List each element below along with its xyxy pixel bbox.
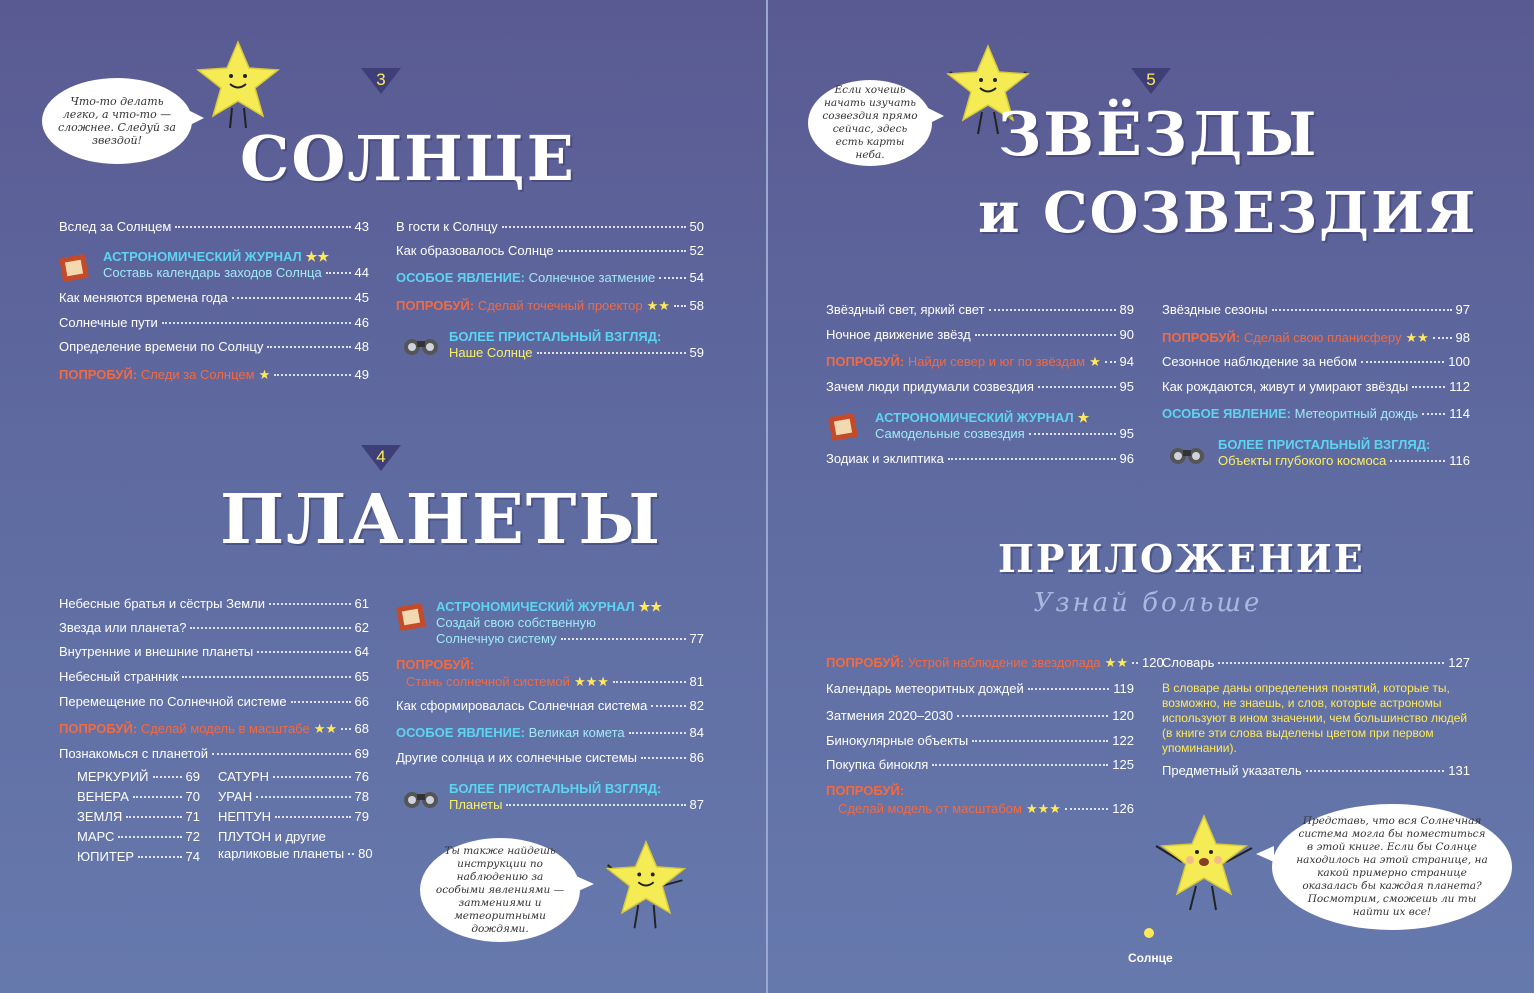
- toc-closer-look-entry[interactable]: БОЛЕЕ ПРИСТАЛЬНЫЙ ВЗГЛЯД:: [1218, 437, 1431, 452]
- planet-entry[interactable]: МАРС 72: [77, 829, 200, 844]
- toc-entry[interactable]: Стань солнечной системой ★★★ 81: [406, 674, 704, 689]
- toc-entry[interactable]: ПОПРОБУЙ: Сделай модель в масштабе ★★ 68: [59, 721, 369, 736]
- toc-entry[interactable]: Как меняются времена года 45: [59, 290, 369, 305]
- toc-journal-entry[interactable]: АСТРОНОМИЧЕСКИЙ ЖУРНАЛ ★★ Создай свою собственную: [436, 599, 662, 630]
- journal-book-icon: [59, 253, 91, 287]
- toc-entry[interactable]: Познакомься с планетой 69: [59, 746, 369, 761]
- toc-journal-entry[interactable]: АСТРОНОМИЧЕСКИЙ ЖУРНАЛ ★: [875, 410, 1090, 425]
- binoculars-icon: [400, 784, 442, 816]
- toc-entry[interactable]: Ночное движение звёзд 90: [826, 327, 1134, 342]
- toc-entry[interactable]: Объекты глубокого космоса 116: [1218, 453, 1470, 468]
- right-page: [768, 0, 1534, 993]
- toc-try-entry[interactable]: ПОПРОБУЙ:: [396, 657, 475, 672]
- footer-sun-label: Солнце: [1128, 951, 1173, 965]
- chapter-title-constellations: и СОЗВЕЗДИЯ: [978, 180, 1478, 246]
- glossary-note: В словаре даны определения понятий, которые ты, возможно, не знаешь, и слов, которые астрономы используют в ином значении, чем большинство людей (в книге эти слова выделены цветом при первом упоминании).: [1162, 681, 1468, 755]
- planet-entry[interactable]: ЗЕМЛЯ 71: [77, 809, 200, 824]
- toc-entry[interactable]: В гости к Солнцу 50: [396, 219, 704, 234]
- chapter-number-5: 5: [1131, 68, 1171, 98]
- toc-entry[interactable]: Как образовалось Солнце 52: [396, 243, 704, 258]
- toc-entry[interactable]: Небесные братья и сёстры Земли 61: [59, 596, 369, 611]
- chapter-number-4: 4: [361, 445, 401, 475]
- toc-entry[interactable]: Бинокулярные объекты 122: [826, 733, 1134, 748]
- toc-entry[interactable]: Звёздные сезоны 97: [1162, 302, 1470, 317]
- journal-book-icon: [828, 412, 860, 446]
- bubble-text: Представь, что вся Солнечная система могла бы поместиться в этой книге. Если бы Солнце находилось на этой странице, на какой примерно странице оказалась бы каждая планета? Посмотрим, сможешь ли ты найти их все!: [1296, 815, 1488, 918]
- toc-entry[interactable]: Вслед за Солнцем 43: [59, 219, 369, 234]
- binoculars-icon: [1166, 440, 1208, 472]
- toc-entry[interactable]: Другие солнца и их солнечные системы 86: [396, 750, 704, 765]
- toc-entry[interactable]: Перемещение по Солнечной системе 66: [59, 694, 369, 709]
- toc-entry[interactable]: ПОПРОБУЙ: Сделай точечный проектор ★★ 58: [396, 298, 704, 313]
- planet-entry[interactable]: МЕРКУРИЙ 69: [77, 769, 200, 784]
- chapter-title-planets: ПЛАНЕТЫ: [220, 480, 663, 560]
- toc-closer-look-entry[interactable]: БОЛЕЕ ПРИСТАЛЬНЫЙ ВЗГЛЯД:: [449, 329, 662, 344]
- toc-entry[interactable]: Затмения 2020–2030 120: [826, 708, 1134, 723]
- star-character-icon: [598, 838, 694, 938]
- chapter-number-3: 3: [361, 68, 401, 98]
- toc-entry[interactable]: Сделай модель от масштабом ★★★ 126: [838, 801, 1134, 816]
- toc-journal-entry[interactable]: [103, 249, 369, 265]
- journal-book-icon: [396, 602, 428, 636]
- toc-entry[interactable]: Звёздный свет, яркий свет 89: [826, 302, 1134, 317]
- appendix-title: ПРИЛОЖЕНИЕ: [998, 536, 1365, 581]
- bubble-text: Если хочешь начать изучать созвездия прямо сейчас, здесь есть карты неба.: [822, 84, 918, 161]
- toc-entry[interactable]: Солнечную систему 77: [436, 631, 704, 646]
- toc-entry[interactable]: Самодельные созвездия 95: [875, 426, 1134, 441]
- toc-entry[interactable]: Словарь 127: [1162, 655, 1470, 670]
- toc-entry[interactable]: ПОПРОБУЙ: Сделай свою планисферу ★★ 98: [1162, 330, 1470, 345]
- planet-entry[interactable]: карликовые планеты 80: [218, 846, 373, 861]
- appendix-subtitle: Узнай больше: [1033, 588, 1263, 618]
- difficulty-stars: ★★: [305, 249, 329, 264]
- toc-entry[interactable]: Внутренние и внешние планеты 64: [59, 644, 369, 659]
- toc-entry[interactable]: ОСОБОЕ ЯВЛЕНИЕ: Великая комета 84: [396, 725, 704, 740]
- bubble-tail: [1256, 846, 1274, 862]
- toc-entry[interactable]: Зодиак и эклиптика 96: [826, 451, 1134, 466]
- toc-entry[interactable]: Определение времени по Солнцу 48: [59, 339, 369, 354]
- toc-entry[interactable]: Календарь метеоритных дождей 119: [826, 681, 1134, 696]
- toc-entry[interactable]: ПОПРОБУЙ: Следи за Солнцем ★ 49: [59, 367, 369, 382]
- bubble-tail: [576, 876, 594, 892]
- chapter-title-sun: СОЛНЦЕ: [240, 122, 576, 195]
- chapter-title-stars: ЗВЁЗДЫ: [998, 100, 1319, 170]
- planet-entry[interactable]: САТУРН 76: [218, 769, 369, 784]
- planet-entry[interactable]: ВЕНЕРА 70: [77, 789, 200, 804]
- toc-entry[interactable]: Солнечные пути 46: [59, 315, 369, 330]
- toc-entry[interactable]: ПОПРОБУЙ: Устрой наблюдение звездопада ★★ 120: [826, 655, 1164, 670]
- speech-bubble-left-top: [42, 78, 192, 164]
- toc-entry[interactable]: Небесный странник 65: [59, 669, 369, 684]
- speech-bubble-right-top: [808, 80, 932, 166]
- toc-entry[interactable]: Наше Солнце 59: [449, 345, 704, 360]
- toc-entry[interactable]: Как рождаются, живут и умирают звёзды 112: [1162, 379, 1470, 394]
- sun-dot-icon: [1144, 928, 1154, 938]
- speech-bubble-right-bottom: [1272, 804, 1512, 930]
- toc-closer-look-entry[interactable]: БОЛЕЕ ПРИСТАЛЬНЫЙ ВЗГЛЯД:: [449, 781, 662, 796]
- toc-entry[interactable]: Составь календарь заходов Солнца 44: [103, 265, 369, 280]
- toc-entry[interactable]: Покупка бинокля 125: [826, 757, 1134, 772]
- toc-entry[interactable]: Звезда или планета? 62: [59, 620, 369, 635]
- planet-entry-pluto[interactable]: ПЛУТОН и другие: [218, 829, 326, 844]
- star-character-icon: [1152, 812, 1256, 916]
- toc-entry[interactable]: ПОПРОБУЙ: Найди север и юг по звёздам ★ 94: [826, 354, 1134, 369]
- bubble-text: Что-то делать легко, а что-то — сложнее. Следуй за звездой!: [58, 95, 176, 147]
- toc-entry[interactable]: ОСОБОЕ ЯВЛЕНИЕ: Метеоритный дождь 114: [1162, 406, 1470, 421]
- planet-entry[interactable]: ЮПИТЕР 74: [77, 849, 200, 864]
- toc-entry[interactable]: Планеты 87: [449, 797, 704, 812]
- bubble-text: Ты также найдешь инструкции по наблюдению за особыми явлениями — затмениями и метеоритными дождями.: [435, 844, 565, 935]
- toc-entry[interactable]: Предметный указатель 131: [1162, 763, 1470, 778]
- toc-entry[interactable]: Как сформировалась Солнечная система 82: [396, 698, 704, 713]
- toc-entry[interactable]: Зачем люди придумали созвездия 95: [826, 379, 1134, 394]
- planet-entry[interactable]: НЕПТУН 79: [218, 809, 369, 824]
- binoculars-icon: [400, 331, 442, 363]
- toc-try-entry[interactable]: ПОПРОБУЙ:: [826, 783, 905, 798]
- planet-entry[interactable]: УРАН 78: [218, 789, 369, 804]
- toc-entry[interactable]: ОСОБОЕ ЯВЛЕНИЕ: Солнечное затмение 54: [396, 270, 704, 285]
- tag-journal: АСТРОНОМИЧЕСКИЙ ЖУРНАЛ: [103, 249, 302, 264]
- left-page: [0, 0, 766, 993]
- speech-bubble-left-bottom: [420, 838, 580, 942]
- toc-entry[interactable]: Сезонное наблюдение за небом 100: [1162, 354, 1470, 369]
